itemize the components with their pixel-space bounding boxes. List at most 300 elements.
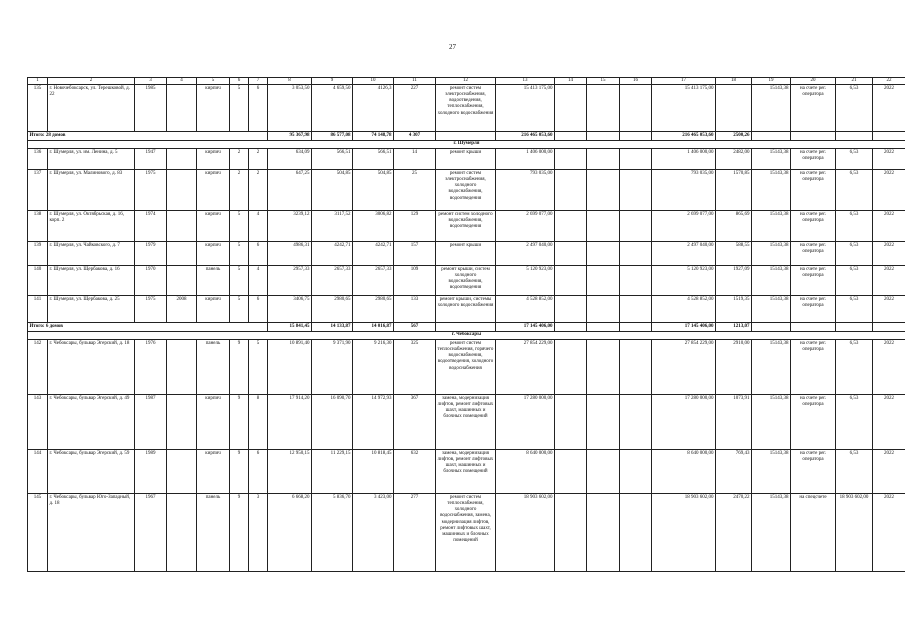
table-cell: 1975 — [135, 296, 167, 323]
table-cell: 135 — [28, 85, 48, 132]
column-number: 4 — [167, 78, 197, 85]
city-header-row — [28, 141, 905, 149]
table-cell: 12 950,15 — [268, 450, 312, 494]
table-cell — [620, 85, 652, 132]
table-cell: 5 120 923,00 — [496, 266, 555, 296]
table-cell: 133 — [394, 296, 436, 323]
city-name: г. Шумерля — [28, 141, 905, 149]
table-cell: на счете рег. оператора — [791, 149, 836, 170]
table-cell — [791, 132, 836, 141]
table-cell: 6,53 — [836, 296, 873, 323]
table-cell: г. Чебоксары, бульвар Эгерский, д. 49 — [48, 395, 135, 450]
column-number: 21 — [836, 78, 873, 85]
table-cell: 142 — [28, 340, 48, 395]
table-cell: 143 — [28, 395, 48, 450]
table-cell: 2957,33 — [268, 266, 312, 296]
total-value: 14 016,87 — [353, 323, 394, 332]
table-cell: 8 640 000,00 — [496, 450, 555, 494]
city-header-row — [28, 332, 905, 340]
table-cell: 2657,33 — [353, 266, 394, 296]
table-cell — [555, 170, 587, 211]
table-cell — [587, 170, 620, 211]
table-cell: на счете рег. оператора — [791, 170, 836, 211]
table-row — [28, 494, 905, 572]
table-cell: 2 497 040,00 — [496, 242, 555, 266]
table-cell: 566,51 — [353, 149, 394, 170]
total-value: 15 841,45 — [268, 323, 312, 332]
table-cell — [836, 323, 873, 332]
table-cell: 9 371,90 — [312, 340, 353, 395]
table-cell: 14 — [394, 149, 436, 170]
table-cell: кирпич — [197, 242, 230, 266]
table-cell: 5 — [230, 266, 249, 296]
table-cell — [620, 266, 652, 296]
total-value: 17 145 406,00 — [652, 323, 716, 332]
table-cell: ремонт крыши — [436, 242, 496, 266]
column-number: 5 — [197, 78, 230, 85]
table-cell — [587, 132, 620, 141]
total-value: 4 307 — [394, 132, 436, 141]
table-cell — [167, 211, 197, 242]
table-cell: 15143,38 — [752, 85, 791, 132]
table-cell — [587, 494, 620, 572]
table-cell: ремонт крыши, системы холодного водоснабжения — [436, 296, 496, 323]
table-cell: 140 — [28, 266, 48, 296]
table-cell — [620, 323, 652, 332]
table-cell: кирпич — [197, 211, 230, 242]
table-cell — [620, 132, 652, 141]
table-cell: 227 — [394, 85, 436, 132]
table-cell: 1979 — [135, 242, 167, 266]
table-cell — [555, 211, 587, 242]
table-cell: 8 640 000,00 — [652, 450, 716, 494]
column-number: 8 — [268, 78, 312, 85]
table-cell — [167, 266, 197, 296]
table-cell — [555, 85, 587, 132]
table-cell: 2910,00 — [716, 340, 752, 395]
total-value: 216 465 053,60 — [496, 132, 555, 141]
table-cell: 5 120 923,00 — [652, 266, 716, 296]
table-cell: 6,53 — [836, 211, 873, 242]
table-cell: 15143,38 — [752, 170, 791, 211]
table-cell — [167, 242, 197, 266]
table-cell: 1519,35 — [716, 296, 752, 323]
table-cell: 6,53 — [836, 395, 873, 450]
table-cell: 27 854 229,00 — [496, 340, 555, 395]
table-cell — [167, 85, 197, 132]
table-cell: 2022 — [873, 211, 905, 242]
table-cell: 6,53 — [836, 170, 873, 211]
table-cell: г. Шумерля, ул. Щербакова, д. 25 — [48, 296, 135, 323]
table-cell — [555, 266, 587, 296]
table-cell: 504,85 — [353, 170, 394, 211]
table-cell — [620, 170, 652, 211]
table-row — [28, 266, 905, 296]
table-cell: 10 818,45 — [353, 450, 394, 494]
table-cell — [587, 296, 620, 323]
table-cell: 15 413 175,00 — [496, 85, 555, 132]
table-row — [28, 450, 905, 494]
table-cell: кирпич — [197, 395, 230, 450]
table-row — [28, 149, 905, 170]
table-cell — [752, 323, 791, 332]
table-cell: 1967 — [135, 494, 167, 572]
column-number: 13 — [496, 78, 555, 85]
table-cell: ремонт крыши — [436, 149, 496, 170]
table-cell: панель — [197, 494, 230, 572]
table-cell: 6,53 — [836, 450, 873, 494]
table-cell: 865,69 — [716, 211, 752, 242]
table-cell: 6,53 — [836, 85, 873, 132]
table-cell — [167, 340, 197, 395]
total-value: 86 577,08 — [312, 132, 353, 141]
table-cell: кирпич — [197, 170, 230, 211]
table-cell: ремонт систем теплоснабжения, горячего водоснабжения, водоотведения, холодного водоснабжения — [436, 340, 496, 395]
table-cell: 25 — [394, 170, 436, 211]
table-cell — [555, 494, 587, 572]
register-table-body — [28, 78, 905, 572]
table-cell: на счете рег. оператора — [791, 211, 836, 242]
table-cell: замена, модернизация лифтов, ремонт лифтовых шахт, машинных и блочных помещений — [436, 395, 496, 450]
total-value: 1213,07 — [716, 323, 752, 332]
table-cell — [791, 323, 836, 332]
table-cell: 11 229,15 — [312, 450, 353, 494]
table-cell: 4 — [249, 211, 268, 242]
table-cell: 17 914,20 — [268, 395, 312, 450]
table-cell: на счете рег. оператора — [791, 395, 836, 450]
table-cell: панель — [197, 266, 230, 296]
column-number: 12 — [436, 78, 496, 85]
table-cell: 634,09 — [268, 149, 312, 170]
table-cell: 6 — [249, 450, 268, 494]
table-row — [28, 395, 905, 450]
table-cell: 15143,38 — [752, 242, 791, 266]
column-number: 19 — [752, 78, 791, 85]
table-cell: на спецсчете — [791, 494, 836, 572]
table-cell: кирпич — [197, 149, 230, 170]
table-row — [28, 340, 905, 395]
table-cell: г. Шумерля, ул. Малинового, д. 83 — [48, 170, 135, 211]
column-number: 22 — [873, 78, 905, 85]
table-cell: г. Чебоксары, бульвар Юго-Западный, д. 18 — [48, 494, 135, 572]
column-number: 1 — [28, 78, 48, 85]
table-cell: 15143,38 — [752, 211, 791, 242]
table-cell: панель — [197, 340, 230, 395]
table-cell: 15143,38 — [752, 149, 791, 170]
table-cell — [587, 323, 620, 332]
table-cell: 129 — [394, 211, 436, 242]
table-cell: 2 — [230, 170, 249, 211]
table-cell — [620, 296, 652, 323]
total-row — [28, 132, 905, 141]
table-cell — [555, 149, 587, 170]
column-number: 3 — [135, 78, 167, 85]
table-cell: 2980,65 — [312, 296, 353, 323]
table-cell: 2 699 077,00 — [496, 211, 555, 242]
table-cell: ремонт систем теплоснабжения, холодного водоснабжения, замена, модернизация лифтов, ремонт лифтовых шахт, машинных и блочных помещений — [436, 494, 496, 572]
table-cell: 1927,09 — [716, 266, 752, 296]
table-cell: 5 — [230, 242, 249, 266]
table-cell — [587, 149, 620, 170]
table-cell — [436, 132, 496, 141]
table-cell: 6 — [249, 242, 268, 266]
table-cell: 5 — [230, 296, 249, 323]
column-number: 11 — [394, 78, 436, 85]
table-cell: г. Чебоксары, бульвар Эгерский, д. 18 — [48, 340, 135, 395]
table-cell: 367 — [394, 395, 436, 450]
table-cell: 4 528 852,00 — [496, 296, 555, 323]
table-cell: 1974 — [135, 211, 167, 242]
column-number: 9 — [312, 78, 353, 85]
total-value: 74 148,78 — [353, 132, 394, 141]
table-cell: 15 413 175,00 — [652, 85, 716, 132]
table-cell: 6,53 — [836, 340, 873, 395]
table-cell: 138 — [28, 211, 48, 242]
table-cell — [555, 132, 587, 141]
table-cell: 137 — [28, 170, 48, 211]
table-cell: г. Шумерля, ул. им. Ленина, д. 5 — [48, 149, 135, 170]
table-cell: 6,53 — [836, 149, 873, 170]
table-cell: 15143,38 — [752, 395, 791, 450]
table-cell: 10 891,40 — [268, 340, 312, 395]
table-cell: 15143,38 — [752, 494, 791, 572]
table-cell: 1570,85 — [716, 170, 752, 211]
table-cell: 4242,71 — [353, 242, 394, 266]
table-cell: 3239,12 — [268, 211, 312, 242]
column-number-row — [28, 78, 905, 85]
table-cell: замена, модернизация лифтов, ремонт лифтовых шахт, машинных и блочных помещений — [436, 450, 496, 494]
total-label: Итого: 28 домов — [28, 132, 268, 141]
table-cell: на счете рег. оператора — [791, 242, 836, 266]
table-cell — [587, 395, 620, 450]
table-cell: 1975 — [135, 170, 167, 211]
table-cell: 4 528 852,00 — [652, 296, 716, 323]
table-cell: 1976 — [135, 340, 167, 395]
table-cell: 15143,38 — [752, 340, 791, 395]
total-value: 216 465 053,60 — [652, 132, 716, 141]
table-cell: 566,51 — [312, 149, 353, 170]
table-cell: 5 836,70 — [312, 494, 353, 572]
table-cell — [167, 149, 197, 170]
table-cell — [587, 211, 620, 242]
table-cell: 793 035,00 — [496, 170, 555, 211]
column-number: 10 — [353, 78, 394, 85]
table-cell — [587, 340, 620, 395]
table-cell — [620, 340, 652, 395]
table-cell: 4986,31 — [268, 242, 312, 266]
table-cell: 14 972,93 — [353, 395, 394, 450]
total-value: 17 145 406,00 — [496, 323, 555, 332]
table-cell: 9 216,30 — [353, 340, 394, 395]
table-row — [28, 296, 905, 323]
table-cell — [555, 323, 587, 332]
table-cell — [752, 132, 791, 141]
table-cell — [620, 149, 652, 170]
total-value: 14 133,87 — [312, 323, 353, 332]
table-cell: 2022 — [873, 242, 905, 266]
table-cell: 2022 — [873, 395, 905, 450]
table-cell — [620, 494, 652, 572]
table-cell: 1 406 000,00 — [496, 149, 555, 170]
table-cell: 2008 — [167, 296, 197, 323]
column-number: 6 — [230, 78, 249, 85]
table-cell: 1970 — [135, 266, 167, 296]
table-cell: 141 — [28, 296, 48, 323]
table-cell — [587, 266, 620, 296]
total-value: 95 367,98 — [268, 132, 312, 141]
table-cell — [873, 132, 905, 141]
table-cell: на счете рег. оператора — [791, 296, 836, 323]
table-cell — [620, 211, 652, 242]
table-cell: 9 — [230, 340, 249, 395]
table-cell: 2022 — [873, 340, 905, 395]
table-cell: 5 — [230, 85, 249, 132]
table-cell — [587, 242, 620, 266]
table-cell: 2022 — [873, 85, 905, 132]
table-cell: 17 280 000,00 — [652, 395, 716, 450]
total-label: Итого: 6 домов — [28, 323, 268, 332]
table-cell — [167, 170, 197, 211]
table-cell: 15143,38 — [752, 266, 791, 296]
table-cell: г. Новочебоксарск, ул. Терешковой, д. 22 — [48, 85, 135, 132]
column-number: 20 — [791, 78, 836, 85]
table-cell: 9 — [230, 494, 249, 572]
table-row — [28, 242, 905, 266]
column-number: 15 — [587, 78, 620, 85]
table-cell: ремонт систем электроснабжения, холодного водоснабжения, водоотведения — [436, 170, 496, 211]
table-cell — [436, 323, 496, 332]
table-cell — [167, 395, 197, 450]
table-cell: 4126,3 — [353, 85, 394, 132]
table-cell: на счете рег. оператора — [791, 266, 836, 296]
table-cell: 145 — [28, 494, 48, 572]
table-cell: 139 — [28, 242, 48, 266]
table-cell: кирпич — [197, 85, 230, 132]
table-cell — [555, 450, 587, 494]
table-cell: 1 406 000,00 — [652, 149, 716, 170]
column-number: 17 — [652, 78, 716, 85]
table-cell: 9 — [230, 450, 249, 494]
table-cell: 6,53 — [836, 266, 873, 296]
table-cell: 2022 — [873, 296, 905, 323]
column-number: 14 — [555, 78, 587, 85]
table-cell: 2 — [230, 149, 249, 170]
table-cell — [620, 450, 652, 494]
table-cell — [555, 395, 587, 450]
column-number: 18 — [716, 78, 752, 85]
table-cell — [167, 494, 197, 572]
table-cell: 136 — [28, 149, 48, 170]
table-cell: 1985 — [135, 85, 167, 132]
table-cell: 27 854 229,00 — [652, 340, 716, 395]
table-cell: 2022 — [873, 450, 905, 494]
table-cell: 109 — [394, 266, 436, 296]
table-cell: 2022 — [873, 266, 905, 296]
table-cell: 5 — [230, 211, 249, 242]
total-value: 2500,26 — [716, 132, 752, 141]
table-cell — [716, 85, 752, 132]
table-cell: 504,85 — [312, 170, 353, 211]
table-cell: 3006,82 — [353, 211, 394, 242]
table-cell — [587, 450, 620, 494]
table-cell: 2482,00 — [716, 149, 752, 170]
table-row — [28, 170, 905, 211]
table-cell: 277 — [394, 494, 436, 572]
table-cell: 793 035,00 — [652, 170, 716, 211]
table-cell: 2 699 077,00 — [652, 211, 716, 242]
table-cell: 3406,75 — [268, 296, 312, 323]
table-cell: ремонт систем электроснабжения, водоотведения, теплоснабжения, холодного водоснабжения — [436, 85, 496, 132]
table-cell: кирпич — [197, 450, 230, 494]
table-cell: 3 — [249, 494, 268, 572]
table-cell — [587, 85, 620, 132]
table-cell: г. Шумерля, ул. Щербакова, д. 16 — [48, 266, 135, 296]
table-cell: 4 — [249, 266, 268, 296]
table-cell: 1947 — [135, 149, 167, 170]
city-name: г. Чебоксары — [28, 332, 905, 340]
table-cell — [620, 242, 652, 266]
table-row — [28, 85, 905, 132]
table-cell: ремонт крыши, систем холодного водоснабжения, водоотведения — [436, 266, 496, 296]
table-cell — [873, 323, 905, 332]
table-cell: 1073,91 — [716, 395, 752, 450]
table-cell: 647,25 — [268, 170, 312, 211]
table-cell: 6 — [249, 296, 268, 323]
table-cell: 18 903 602,00 — [496, 494, 555, 572]
table-cell: 6 — [249, 85, 268, 132]
page-number: 27 — [449, 43, 456, 51]
table-cell — [555, 296, 587, 323]
table-cell: 6,53 — [836, 242, 873, 266]
table-cell: 15143,38 — [752, 296, 791, 323]
column-number: 7 — [249, 78, 268, 85]
table-cell: 3117,52 — [312, 211, 353, 242]
table-cell: 17 280 000,00 — [496, 395, 555, 450]
register-table — [27, 77, 905, 572]
table-cell: 5 — [249, 340, 268, 395]
table-cell — [167, 450, 197, 494]
table-cell: 1989 — [135, 450, 167, 494]
table-cell — [555, 340, 587, 395]
table-cell: 3 423,00 — [353, 494, 394, 572]
table-cell: 4 659,50 — [312, 85, 353, 132]
table-cell: г. Чебоксары, бульвар Эгерский, д. 59 — [48, 450, 135, 494]
table-cell: 769,43 — [716, 450, 752, 494]
total-row — [28, 323, 905, 332]
table-cell: 8 — [249, 395, 268, 450]
table-cell: 9 — [230, 395, 249, 450]
table-cell: ремонт систем холодного водоснабжения, водоотведения — [436, 211, 496, 242]
table-cell: 144 — [28, 450, 48, 494]
table-cell: 632 — [394, 450, 436, 494]
table-cell: 2470,22 — [716, 494, 752, 572]
table-cell — [836, 132, 873, 141]
table-cell: 15143,38 — [752, 450, 791, 494]
table-cell: 588,55 — [716, 242, 752, 266]
table-cell: 2 — [249, 149, 268, 170]
table-cell: кирпич — [197, 296, 230, 323]
table-cell: 2657,33 — [312, 266, 353, 296]
table-cell: 4242,71 — [312, 242, 353, 266]
column-number: 16 — [620, 78, 652, 85]
table-row — [28, 211, 905, 242]
table-cell: 2 497 040,00 — [652, 242, 716, 266]
table-cell: 18 903 602,00 — [836, 494, 873, 572]
table-cell: 2022 — [873, 149, 905, 170]
column-number: 2 — [48, 78, 135, 85]
table-cell: 6 668,20 — [268, 494, 312, 572]
table-cell: 2022 — [873, 494, 905, 572]
